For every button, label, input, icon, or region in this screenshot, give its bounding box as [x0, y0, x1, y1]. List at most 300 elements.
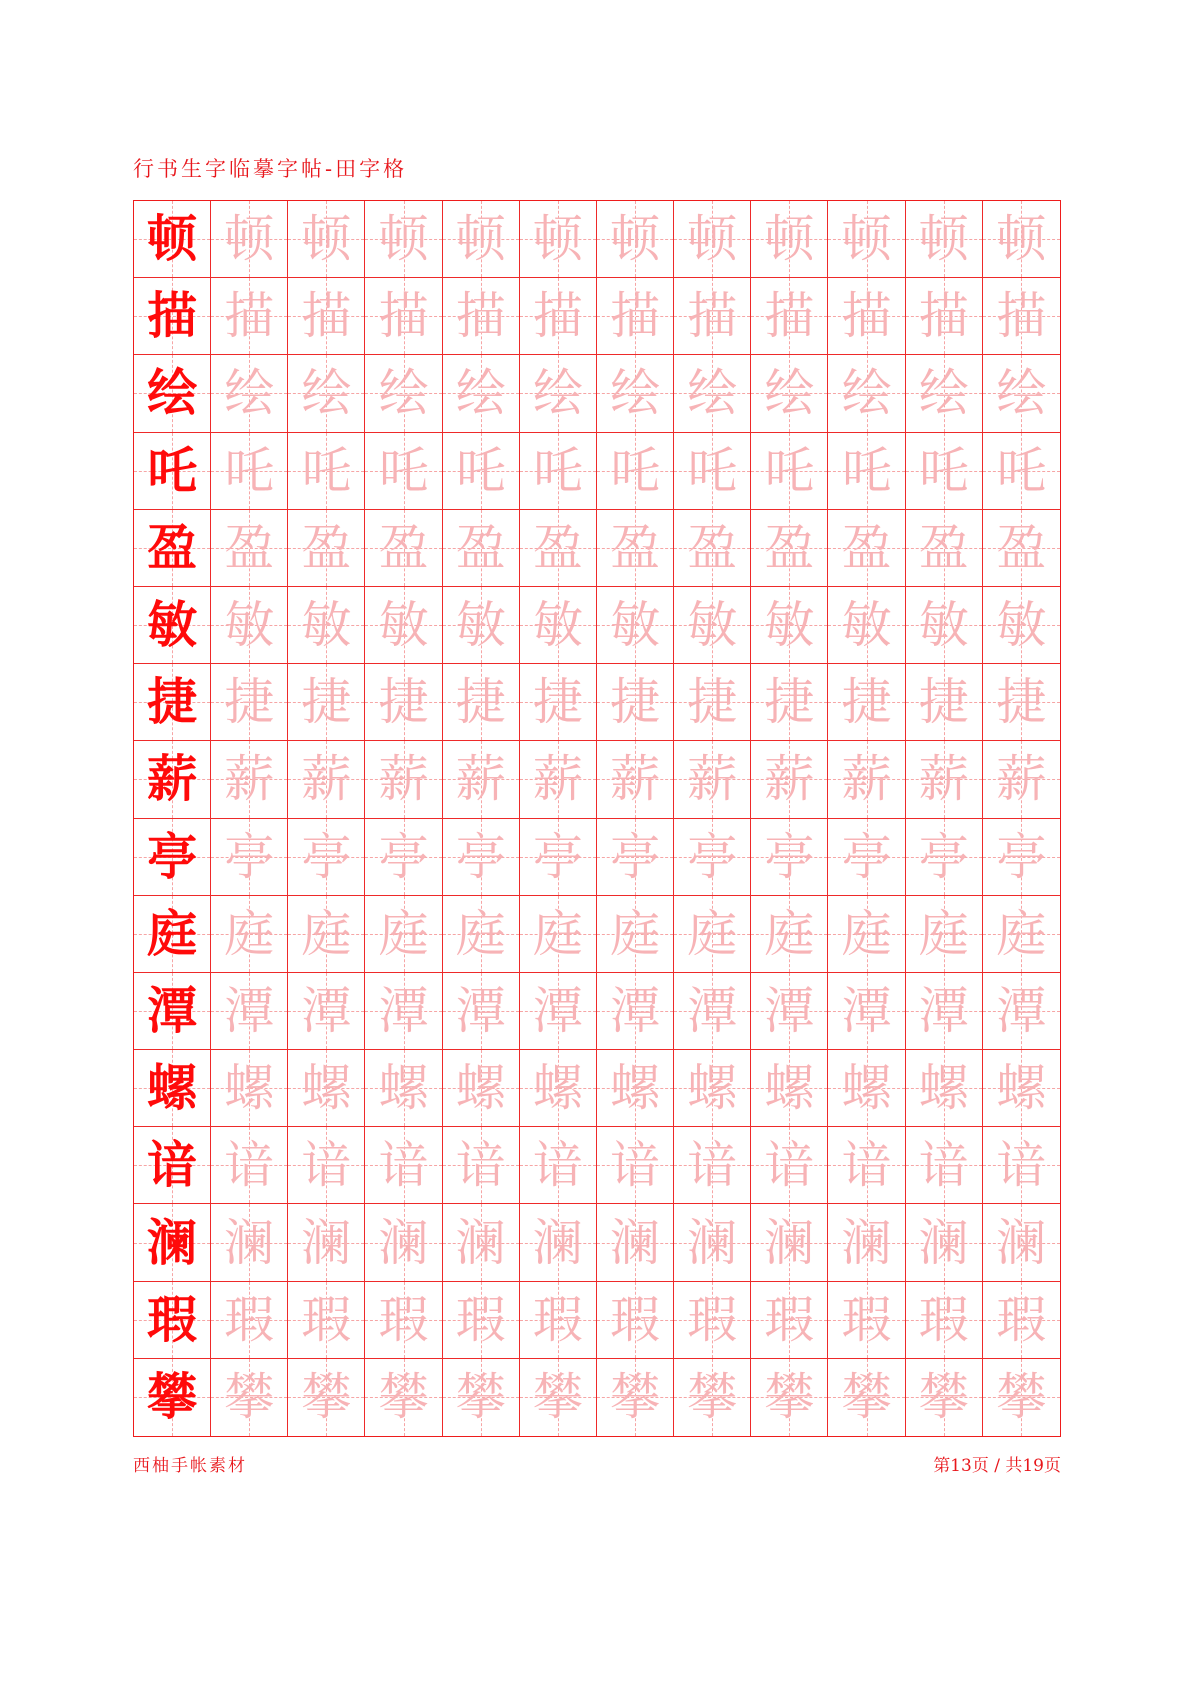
- trace-character-cell: [906, 587, 983, 664]
- trace-character-cell: [211, 201, 288, 278]
- trace-character: 谙: [378, 1136, 429, 1195]
- trace-character-cell: [443, 355, 520, 432]
- trace-character: 亭: [918, 827, 969, 886]
- model-character: 攀: [147, 1367, 198, 1427]
- model-character: 吒: [147, 440, 198, 500]
- model-character-cell: [134, 510, 211, 587]
- trace-character-cell: [365, 664, 442, 741]
- trace-character: 顿: [687, 210, 738, 269]
- trace-character-cell: [983, 664, 1060, 741]
- trace-character-cell: [983, 741, 1060, 818]
- trace-character: 亭: [841, 827, 892, 886]
- trace-character: 谙: [301, 1136, 352, 1195]
- trace-character-cell: [365, 1282, 442, 1359]
- trace-character: 绘: [841, 364, 892, 423]
- trace-character-cell: [751, 1127, 828, 1204]
- trace-character-cell: [906, 1204, 983, 1281]
- trace-character: 薪: [918, 750, 969, 809]
- trace-character-cell: [828, 587, 905, 664]
- trace-character: 澜: [687, 1213, 738, 1272]
- model-character-cell: [134, 664, 211, 741]
- trace-character: 攀: [532, 1368, 583, 1427]
- trace-character: 薪: [996, 750, 1047, 809]
- trace-character-cell: [365, 1359, 442, 1436]
- trace-character-cell: [520, 433, 597, 510]
- trace-character: 吒: [224, 441, 275, 500]
- trace-character-cell: [211, 741, 288, 818]
- trace-character-cell: [983, 1204, 1060, 1281]
- trace-character-cell: [983, 1359, 1060, 1436]
- trace-character: 澜: [996, 1213, 1047, 1272]
- trace-character-cell: [443, 1050, 520, 1127]
- trace-character-cell: [597, 1282, 674, 1359]
- model-character-cell: [134, 973, 211, 1050]
- trace-character-cell: [520, 741, 597, 818]
- trace-character: 潭: [687, 981, 738, 1040]
- model-character-cell: [134, 587, 211, 664]
- model-character-cell: [134, 1359, 211, 1436]
- trace-character: 澜: [301, 1213, 352, 1272]
- trace-character-cell: [674, 201, 751, 278]
- trace-character-cell: [828, 355, 905, 432]
- trace-character-cell: [983, 433, 1060, 510]
- trace-character-cell: [520, 587, 597, 664]
- trace-character-cell: [211, 587, 288, 664]
- trace-character-cell: [365, 510, 442, 587]
- trace-character-cell: [365, 1127, 442, 1204]
- trace-character-cell: [597, 741, 674, 818]
- trace-character: 薪: [301, 750, 352, 809]
- trace-character-cell: [597, 355, 674, 432]
- trace-character: 潭: [378, 981, 429, 1040]
- trace-character: 攀: [301, 1368, 352, 1427]
- trace-character-cell: [597, 1127, 674, 1204]
- trace-character-cell: [211, 1359, 288, 1436]
- trace-character-cell: [674, 278, 751, 355]
- trace-character: 描: [301, 287, 352, 346]
- trace-character: 瑕: [918, 1290, 969, 1349]
- trace-character: 描: [918, 287, 969, 346]
- trace-character-cell: [674, 1359, 751, 1436]
- trace-character-cell: [906, 201, 983, 278]
- model-character-cell: [134, 896, 211, 973]
- trace-character-cell: [983, 819, 1060, 896]
- model-character: 谙: [147, 1135, 198, 1195]
- trace-character-cell: [365, 433, 442, 510]
- trace-character-cell: [906, 1050, 983, 1127]
- trace-character-cell: [520, 1050, 597, 1127]
- trace-character-cell: [520, 1359, 597, 1436]
- trace-character: 庭: [841, 904, 892, 963]
- trace-character: 绘: [996, 364, 1047, 423]
- trace-character-cell: [751, 1359, 828, 1436]
- trace-character-cell: [983, 896, 1060, 973]
- trace-character: 潭: [532, 981, 583, 1040]
- trace-character-cell: [828, 1127, 905, 1204]
- trace-character: 捷: [918, 673, 969, 732]
- trace-character-cell: [211, 896, 288, 973]
- trace-character: 吒: [841, 441, 892, 500]
- trace-character-cell: [443, 1204, 520, 1281]
- page-title: 行书生字临摹字帖-田字格: [133, 157, 408, 181]
- trace-character: 吒: [996, 441, 1047, 500]
- trace-character-cell: [288, 1050, 365, 1127]
- trace-character-cell: [828, 510, 905, 587]
- trace-character: 敏: [301, 596, 352, 655]
- trace-character-cell: [211, 433, 288, 510]
- trace-character-cell: [211, 1127, 288, 1204]
- trace-character-cell: [674, 510, 751, 587]
- trace-character: 谙: [918, 1136, 969, 1195]
- trace-character: 攀: [455, 1368, 506, 1427]
- trace-character: 螺: [378, 1059, 429, 1118]
- trace-character: 敏: [764, 596, 815, 655]
- trace-character-cell: [443, 1127, 520, 1204]
- trace-character: 描: [532, 287, 583, 346]
- trace-character: 绘: [301, 364, 352, 423]
- trace-character-cell: [906, 819, 983, 896]
- trace-character: 瑕: [532, 1290, 583, 1349]
- trace-character-cell: [288, 1359, 365, 1436]
- trace-character: 庭: [378, 904, 429, 963]
- trace-character: 澜: [764, 1213, 815, 1272]
- trace-character-cell: [751, 664, 828, 741]
- trace-character-cell: [751, 433, 828, 510]
- trace-character: 绘: [224, 364, 275, 423]
- trace-character-cell: [365, 1204, 442, 1281]
- trace-character: 捷: [532, 673, 583, 732]
- trace-character-cell: [443, 201, 520, 278]
- trace-character-cell: [443, 819, 520, 896]
- trace-character: 描: [996, 287, 1047, 346]
- trace-character: 吒: [918, 441, 969, 500]
- trace-character: 螺: [996, 1059, 1047, 1118]
- trace-character-cell: [906, 896, 983, 973]
- trace-character-cell: [597, 1359, 674, 1436]
- footer-source: 西柚手帐素材: [133, 1456, 247, 1476]
- trace-character-cell: [365, 355, 442, 432]
- trace-character-cell: [211, 973, 288, 1050]
- trace-character-cell: [983, 973, 1060, 1050]
- trace-character-cell: [751, 819, 828, 896]
- trace-character-cell: [751, 741, 828, 818]
- trace-character: 攀: [610, 1368, 661, 1427]
- trace-character-cell: [828, 741, 905, 818]
- trace-character: 捷: [610, 673, 661, 732]
- model-character: 捷: [147, 672, 198, 732]
- trace-character: 瑕: [841, 1290, 892, 1349]
- trace-character: 亭: [455, 827, 506, 886]
- trace-character: 瑕: [764, 1290, 815, 1349]
- trace-character: 澜: [610, 1213, 661, 1272]
- trace-character-cell: [751, 1050, 828, 1127]
- trace-character-cell: [674, 664, 751, 741]
- trace-character-cell: [520, 973, 597, 1050]
- trace-character-cell: [751, 510, 828, 587]
- trace-character: 潭: [301, 981, 352, 1040]
- trace-character: 敏: [610, 596, 661, 655]
- trace-character: 薪: [687, 750, 738, 809]
- trace-character-cell: [443, 587, 520, 664]
- trace-character: 捷: [687, 673, 738, 732]
- trace-character-cell: [520, 896, 597, 973]
- trace-character: 顿: [301, 210, 352, 269]
- trace-character-cell: [443, 973, 520, 1050]
- trace-character-cell: [288, 1282, 365, 1359]
- trace-character-cell: [597, 1204, 674, 1281]
- trace-character: 顿: [378, 210, 429, 269]
- trace-character: 谙: [224, 1136, 275, 1195]
- trace-character: 潭: [918, 981, 969, 1040]
- trace-character: 吒: [532, 441, 583, 500]
- trace-character: 盈: [532, 518, 583, 577]
- trace-character: 捷: [301, 673, 352, 732]
- trace-character: 捷: [378, 673, 429, 732]
- trace-character: 顿: [918, 210, 969, 269]
- trace-character-cell: [983, 510, 1060, 587]
- trace-character: 薪: [532, 750, 583, 809]
- trace-character: 描: [378, 287, 429, 346]
- trace-character: 敏: [378, 596, 429, 655]
- trace-character: 敏: [687, 596, 738, 655]
- trace-character-cell: [288, 973, 365, 1050]
- trace-character: 潭: [455, 981, 506, 1040]
- trace-character-cell: [751, 587, 828, 664]
- trace-character-cell: [365, 201, 442, 278]
- trace-character-cell: [288, 896, 365, 973]
- footer-page-indicator: 第13页 / 共19页: [933, 1456, 1061, 1476]
- trace-character: 庭: [610, 904, 661, 963]
- trace-character: 亭: [996, 827, 1047, 886]
- trace-character: 捷: [764, 673, 815, 732]
- trace-character: 盈: [301, 518, 352, 577]
- trace-character-cell: [828, 1050, 905, 1127]
- trace-character: 攀: [224, 1368, 275, 1427]
- model-character: 亭: [147, 826, 198, 886]
- trace-character: 谙: [687, 1136, 738, 1195]
- trace-character: 薪: [455, 750, 506, 809]
- trace-character-cell: [597, 278, 674, 355]
- trace-character: 螺: [764, 1059, 815, 1118]
- trace-character-cell: [674, 741, 751, 818]
- trace-character-cell: [288, 1127, 365, 1204]
- trace-character-cell: [674, 1282, 751, 1359]
- trace-character-cell: [520, 355, 597, 432]
- trace-character-cell: [597, 896, 674, 973]
- trace-character: 谙: [764, 1136, 815, 1195]
- trace-character: 顿: [610, 210, 661, 269]
- trace-character: 庭: [455, 904, 506, 963]
- trace-character: 描: [841, 287, 892, 346]
- trace-character-cell: [906, 278, 983, 355]
- trace-character: 庭: [764, 904, 815, 963]
- trace-character-cell: [211, 1282, 288, 1359]
- trace-character: 盈: [687, 518, 738, 577]
- trace-character-cell: [983, 587, 1060, 664]
- trace-character: 捷: [841, 673, 892, 732]
- trace-character: 螺: [687, 1059, 738, 1118]
- trace-character: 盈: [841, 518, 892, 577]
- trace-character: 庭: [532, 904, 583, 963]
- trace-character-cell: [674, 896, 751, 973]
- trace-character-cell: [983, 278, 1060, 355]
- trace-character: 绘: [918, 364, 969, 423]
- trace-character-cell: [288, 1204, 365, 1281]
- trace-character-cell: [520, 278, 597, 355]
- trace-character: 庭: [687, 904, 738, 963]
- trace-character: 亭: [687, 827, 738, 886]
- model-character-cell: [134, 819, 211, 896]
- trace-character: 攀: [996, 1368, 1047, 1427]
- trace-character-cell: [983, 355, 1060, 432]
- trace-character-cell: [674, 819, 751, 896]
- trace-character-cell: [211, 1050, 288, 1127]
- trace-character: 薪: [841, 750, 892, 809]
- trace-character-cell: [828, 664, 905, 741]
- trace-character-cell: [211, 1204, 288, 1281]
- model-character: 螺: [147, 1058, 198, 1118]
- model-character: 薪: [147, 749, 198, 809]
- model-character-cell: [134, 1204, 211, 1281]
- trace-character: 螺: [610, 1059, 661, 1118]
- trace-character-cell: [751, 201, 828, 278]
- trace-character: 亭: [224, 827, 275, 886]
- trace-character-cell: [288, 587, 365, 664]
- trace-character-cell: [520, 510, 597, 587]
- trace-character: 绘: [610, 364, 661, 423]
- trace-character-cell: [597, 1050, 674, 1127]
- model-character: 澜: [147, 1212, 198, 1272]
- trace-character: 螺: [918, 1059, 969, 1118]
- trace-character-cell: [597, 973, 674, 1050]
- trace-character-cell: [365, 1050, 442, 1127]
- trace-character-cell: [828, 819, 905, 896]
- trace-character-cell: [211, 510, 288, 587]
- trace-character-cell: [983, 1050, 1060, 1127]
- trace-character-cell: [828, 1359, 905, 1436]
- model-character-cell: [134, 741, 211, 818]
- trace-character-cell: [674, 1050, 751, 1127]
- trace-character: 描: [224, 287, 275, 346]
- model-character: 盈: [147, 517, 198, 577]
- trace-character-cell: [751, 355, 828, 432]
- model-character: 顿: [147, 209, 198, 269]
- trace-character-cell: [906, 433, 983, 510]
- model-character-cell: [134, 1127, 211, 1204]
- trace-character-cell: [751, 1204, 828, 1281]
- trace-character: 描: [610, 287, 661, 346]
- model-character-cell: [134, 355, 211, 432]
- trace-character-cell: [443, 1282, 520, 1359]
- model-character-cell: [134, 1050, 211, 1127]
- trace-character: 顿: [455, 210, 506, 269]
- trace-character: 澜: [378, 1213, 429, 1272]
- trace-character-cell: [211, 355, 288, 432]
- trace-character: 薪: [610, 750, 661, 809]
- model-character-cell: [134, 1282, 211, 1359]
- trace-character: 亭: [764, 827, 815, 886]
- trace-character-cell: [906, 1359, 983, 1436]
- trace-character: 攀: [378, 1368, 429, 1427]
- trace-character: 描: [455, 287, 506, 346]
- trace-character: 绘: [378, 364, 429, 423]
- trace-character: 盈: [764, 518, 815, 577]
- trace-character: 捷: [996, 673, 1047, 732]
- trace-character: 顿: [764, 210, 815, 269]
- trace-character: 亭: [610, 827, 661, 886]
- trace-character: 盈: [610, 518, 661, 577]
- trace-character-cell: [365, 587, 442, 664]
- trace-character: 敏: [996, 596, 1047, 655]
- trace-character-cell: [443, 741, 520, 818]
- trace-character-cell: [906, 664, 983, 741]
- trace-character-cell: [906, 355, 983, 432]
- trace-character-cell: [211, 664, 288, 741]
- model-character: 瑕: [147, 1289, 198, 1349]
- trace-character: 敏: [455, 596, 506, 655]
- trace-character-cell: [983, 201, 1060, 278]
- model-character: 绘: [147, 363, 198, 423]
- trace-character: 潭: [764, 981, 815, 1040]
- trace-character-cell: [288, 355, 365, 432]
- trace-character: 吒: [301, 441, 352, 500]
- trace-character: 潭: [841, 981, 892, 1040]
- trace-character: 瑕: [301, 1290, 352, 1349]
- trace-character-cell: [211, 278, 288, 355]
- trace-character: 顿: [224, 210, 275, 269]
- trace-character: 瑕: [610, 1290, 661, 1349]
- trace-character-cell: [365, 973, 442, 1050]
- trace-character: 绘: [532, 364, 583, 423]
- trace-character: 吒: [455, 441, 506, 500]
- trace-character: 谙: [996, 1136, 1047, 1195]
- trace-character: 薪: [224, 750, 275, 809]
- trace-character: 谙: [610, 1136, 661, 1195]
- trace-character: 澜: [841, 1213, 892, 1272]
- trace-character-cell: [751, 896, 828, 973]
- trace-character-cell: [674, 587, 751, 664]
- trace-character: 敏: [224, 596, 275, 655]
- trace-character-cell: [828, 896, 905, 973]
- trace-character-cell: [906, 741, 983, 818]
- trace-character-cell: [520, 201, 597, 278]
- model-character-cell: [134, 278, 211, 355]
- trace-character-cell: [288, 664, 365, 741]
- trace-character-cell: [674, 1204, 751, 1281]
- trace-character: 描: [764, 287, 815, 346]
- trace-character: 瑕: [455, 1290, 506, 1349]
- trace-character: 敏: [532, 596, 583, 655]
- trace-character: 顿: [532, 210, 583, 269]
- trace-character-cell: [906, 1127, 983, 1204]
- trace-character-cell: [443, 278, 520, 355]
- model-character: 潭: [147, 980, 198, 1040]
- trace-character-cell: [520, 1127, 597, 1204]
- trace-character-cell: [288, 819, 365, 896]
- trace-character: 吒: [687, 441, 738, 500]
- trace-character-cell: [983, 1282, 1060, 1359]
- trace-character: 庭: [224, 904, 275, 963]
- model-character: 描: [147, 286, 198, 346]
- trace-character-cell: [751, 973, 828, 1050]
- trace-character: 亭: [378, 827, 429, 886]
- trace-character: 螺: [224, 1059, 275, 1118]
- trace-character: 绘: [455, 364, 506, 423]
- model-character-cell: [134, 433, 211, 510]
- trace-character-cell: [597, 433, 674, 510]
- trace-character: 敏: [918, 596, 969, 655]
- trace-character-cell: [288, 433, 365, 510]
